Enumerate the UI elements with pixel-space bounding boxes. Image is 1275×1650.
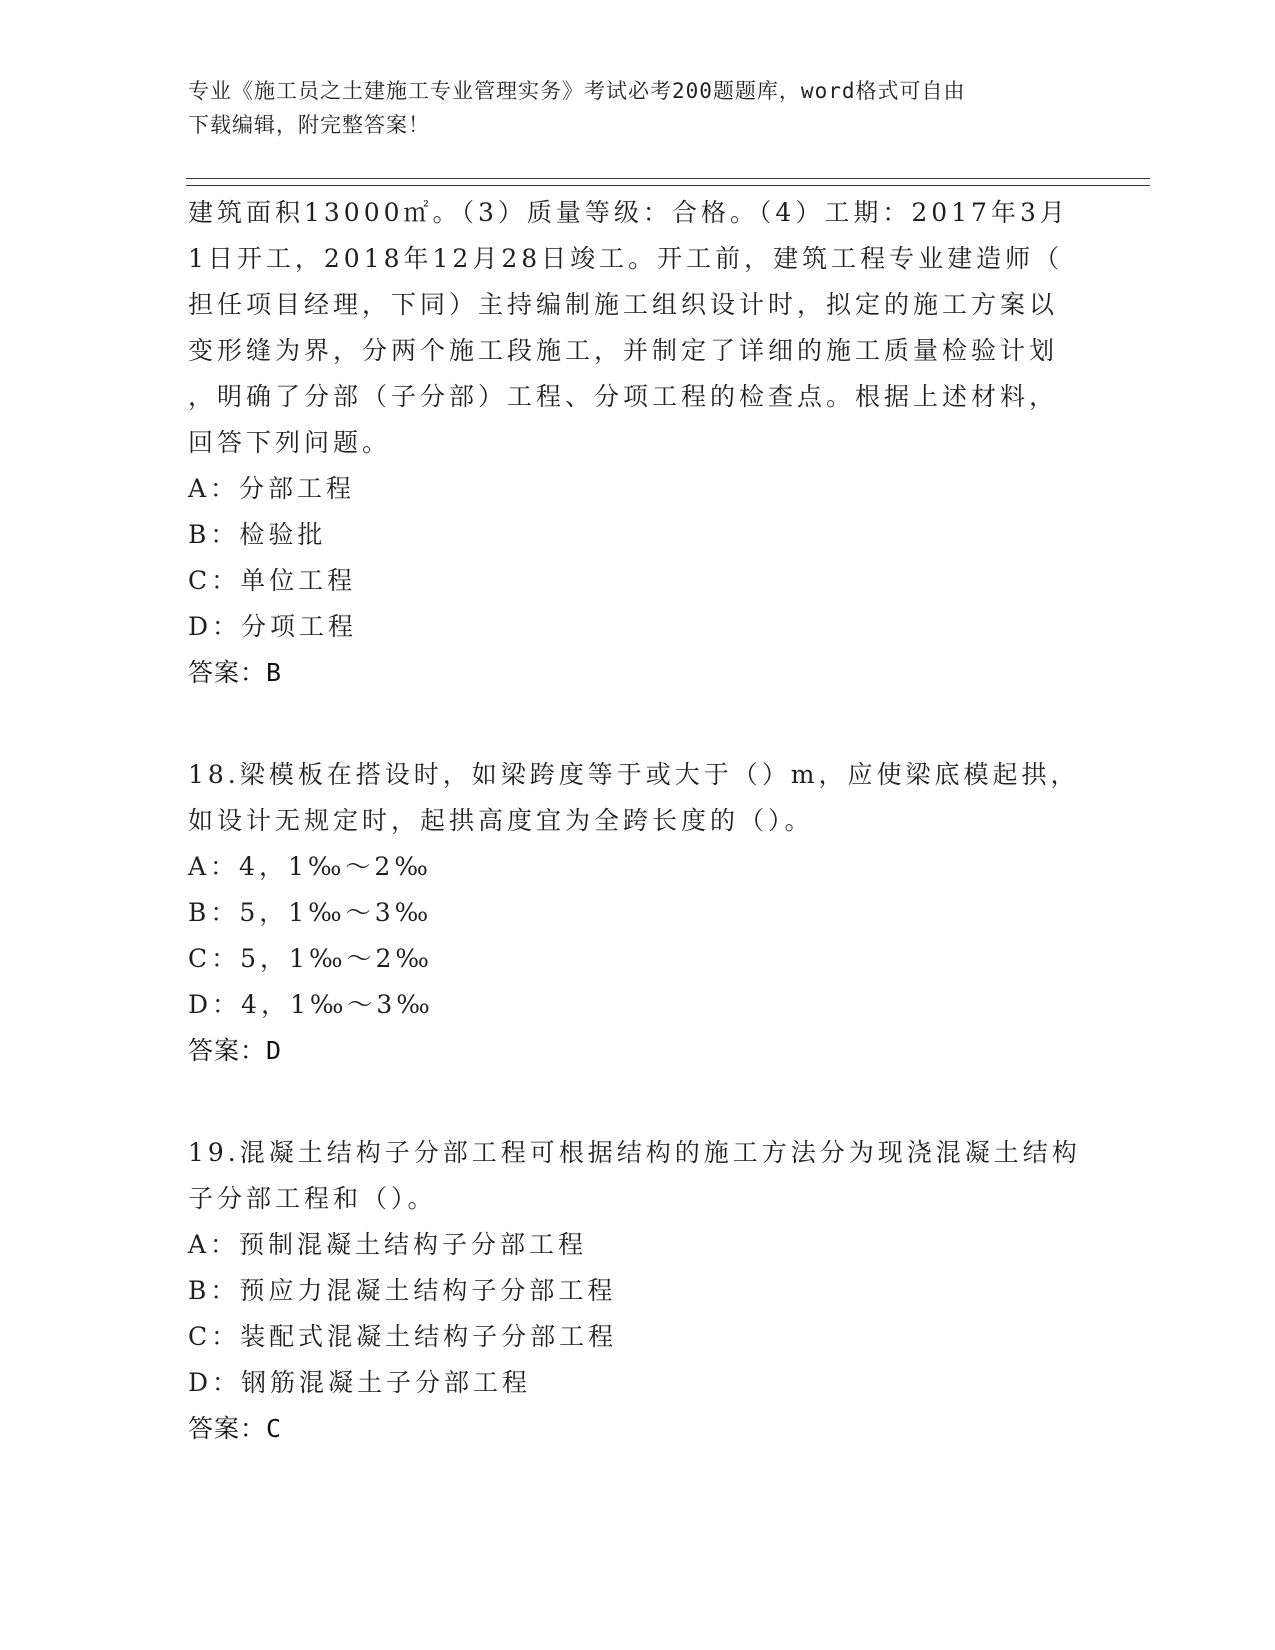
option-c: C：装配式混凝土结构子分部工程 bbox=[188, 1322, 618, 1351]
question-text-line: 担任项目经理，下同）主持编制施工组织设计时，拟定的施工方案以 bbox=[188, 290, 1059, 319]
question-text-line: ，明确了分部（子分部）工程、分项工程的检查点。根据上述材料， bbox=[188, 382, 1059, 411]
answer-label: 答案：D bbox=[188, 1036, 283, 1065]
header-divider bbox=[186, 178, 1150, 186]
question-text-line: 建筑面积13000㎡。（3）质量等级：合格。（4）工期：2017年3月 bbox=[188, 198, 1069, 227]
document-header bbox=[188, 74, 1068, 142]
question-text-line: 变形缝为界，分两个施工段施工，并制定了详细的施工质量检验计划 bbox=[188, 336, 1059, 365]
option-b: B：检验批 bbox=[188, 520, 327, 549]
question-text-line: 19.混凝土结构子分部工程可根据结构的施工方法分为现浇混凝土结构 bbox=[188, 1138, 1081, 1167]
question-text-line: 18.梁模板在搭设时，如梁跨度等于或大于（）m，应使梁底模起拱， bbox=[188, 760, 1080, 789]
question-17-continuation bbox=[188, 190, 1088, 696]
header-line-2: 下载编辑，附完整答案！ bbox=[188, 113, 430, 137]
option-a: A：预制混凝土结构子分部工程 bbox=[188, 1230, 588, 1259]
section-gap bbox=[188, 1074, 1088, 1130]
option-b: B：5，1‰～3‰ bbox=[188, 898, 433, 927]
question-text-line: 回答下列问题。 bbox=[188, 428, 392, 457]
question-18 bbox=[188, 752, 1088, 1074]
section-gap bbox=[188, 696, 1088, 752]
question-text-line: 1日开工，2018年12月28日竣工。开工前，建筑工程专业建造师（ bbox=[188, 244, 1064, 273]
answer-label: 答案：C bbox=[188, 1414, 283, 1443]
header-line-1: 专业《施工员之土建施工专业管理实务》考试必考200题题库，word格式可自由 bbox=[188, 79, 966, 103]
option-a: A：分部工程 bbox=[188, 474, 356, 503]
question-text-line: 如设计无规定时，起拱高度宜为全跨长度的（）。 bbox=[188, 806, 814, 835]
document-body bbox=[188, 190, 1088, 1452]
option-d: D：分项工程 bbox=[188, 612, 358, 641]
option-a: A：4，1‰～2‰ bbox=[188, 852, 432, 881]
option-c: C：5，1‰～2‰ bbox=[188, 944, 433, 973]
question-19 bbox=[188, 1130, 1088, 1452]
question-text-line: 子分部工程和（）。 bbox=[188, 1184, 437, 1213]
option-d: D：4，1‰～3‰ bbox=[188, 990, 434, 1019]
option-c: C：单位工程 bbox=[188, 566, 357, 595]
answer-label: 答案：B bbox=[188, 658, 283, 687]
option-d: D：钢筋混凝土子分部工程 bbox=[188, 1368, 532, 1397]
option-b: B：预应力混凝土结构子分部工程 bbox=[188, 1276, 617, 1305]
